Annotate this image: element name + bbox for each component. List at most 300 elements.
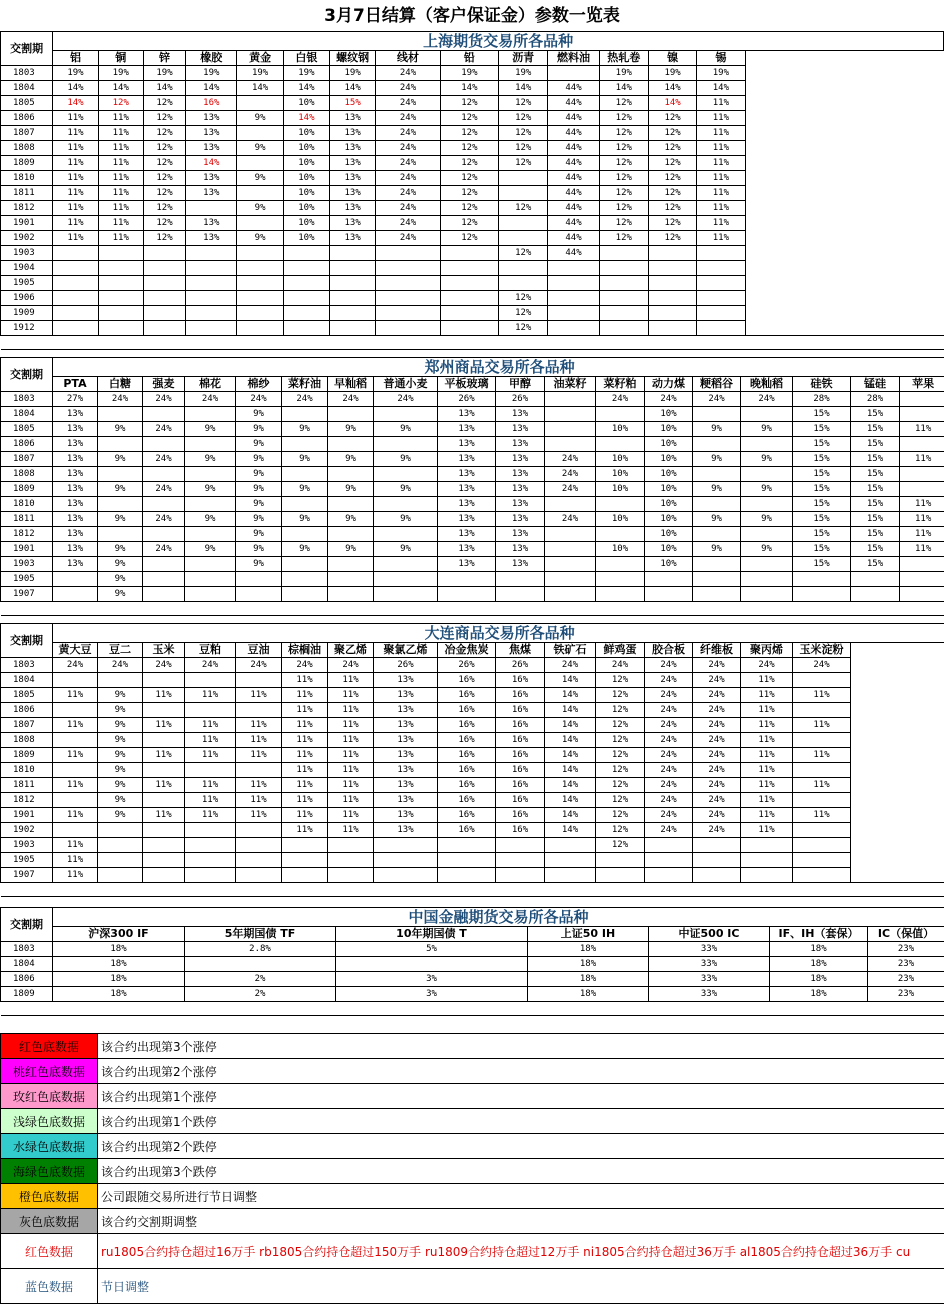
margin-cell: 14% (545, 673, 596, 688)
margin-cell: 12% (596, 823, 645, 838)
margin-cell: 33% (649, 972, 770, 987)
margin-cell: 11% (53, 141, 98, 156)
margin-cell: 11% (328, 688, 374, 703)
delivery-month: 1804 (1, 957, 53, 972)
margin-cell (496, 572, 545, 587)
margin-cell: 12% (599, 231, 648, 246)
margin-cell: 11% (53, 186, 98, 201)
margin-cell: 24% (596, 392, 645, 407)
margin-cell: 9% (236, 497, 282, 512)
margin-cell (851, 572, 900, 587)
table-row (1, 467, 944, 482)
margin-cell: 18% (528, 972, 649, 987)
margin-cell: 12% (596, 688, 645, 703)
margin-cell (374, 527, 438, 542)
margin-cell (185, 437, 236, 452)
margin-cell: 12% (499, 306, 548, 321)
margin-cell: 11% (282, 808, 328, 823)
margin-cell: 18% (53, 972, 185, 987)
margin-cell: 9% (98, 718, 143, 733)
margin-cell: 18% (770, 972, 868, 987)
margin-cell: 24% (376, 216, 440, 231)
margin-cell (697, 276, 745, 291)
legend-swatch: 灰色底数据 (1, 1209, 98, 1234)
margin-cell: 14% (186, 81, 237, 96)
margin-cell (645, 587, 693, 602)
margin-cell: 26% (374, 658, 438, 673)
column-header: 线材 (376, 51, 440, 66)
margin-cell: 13% (330, 201, 376, 216)
margin-cell: 9% (185, 422, 236, 437)
margin-cell (143, 733, 185, 748)
margin-cell (98, 467, 143, 482)
margin-cell (596, 557, 645, 572)
margin-cell: 11% (328, 763, 374, 778)
margin-cell: 33% (649, 957, 770, 972)
margin-cell: 12% (440, 156, 498, 171)
column-header: 菜籽粕 (596, 377, 645, 392)
margin-cell: 23% (868, 987, 944, 1002)
margin-cell (330, 321, 376, 336)
margin-cell (438, 853, 496, 868)
margin-cell: 12% (440, 201, 498, 216)
column-header: 聚丙烯 (741, 643, 793, 658)
delivery-month: 1807 (1, 126, 53, 141)
margin-cell: 11% (185, 778, 236, 793)
margin-cell (143, 437, 185, 452)
margin-cell: 13% (496, 482, 545, 497)
margin-cell (545, 868, 596, 883)
margin-cell (328, 587, 374, 602)
margin-cell (53, 733, 98, 748)
margin-cell (900, 407, 944, 422)
margin-cell (599, 321, 648, 336)
margin-cell: 12% (596, 793, 645, 808)
margin-cell: 16% (496, 703, 545, 718)
margin-cell: 15% (793, 437, 851, 452)
margin-cell (237, 216, 283, 231)
margin-cell (793, 838, 851, 853)
margin-cell: 15% (793, 557, 851, 572)
cffex-margin-table (0, 907, 944, 1016)
margin-cell: 13% (374, 718, 438, 733)
column-header: 粳稻谷 (693, 377, 741, 392)
margin-cell (143, 823, 185, 838)
column-header: 白银 (283, 51, 329, 66)
margin-cell: 24% (693, 823, 741, 838)
margin-cell: 10% (283, 96, 329, 111)
delivery-month: 1810 (1, 171, 53, 186)
column-header: 棕榈油 (282, 643, 328, 658)
margin-cell: 15% (793, 512, 851, 527)
table-row (1, 452, 944, 467)
table-row (1, 733, 944, 748)
margin-cell: 14% (545, 763, 596, 778)
margin-cell: 16% (438, 823, 496, 838)
legend-description: 该合约出现第3个跌停 (98, 1159, 944, 1184)
margin-cell: 24% (645, 703, 693, 718)
margin-cell: 12% (599, 111, 648, 126)
delivery-month: 1809 (1, 482, 53, 497)
margin-cell: 9% (693, 452, 741, 467)
column-header: 早籼稻 (328, 377, 374, 392)
legend-description: 该合约交割期调整 (98, 1209, 944, 1234)
margin-cell (438, 572, 496, 587)
margin-cell (237, 321, 283, 336)
margin-cell: 9% (328, 512, 374, 527)
legend-swatch: 水绿色底数据 (1, 1134, 98, 1159)
column-header: 胶合板 (645, 643, 693, 658)
shfe-exchange-name: 上海期货交易所各品种 (53, 32, 944, 51)
column-header: 黄大豆 (53, 643, 98, 658)
margin-cell: 11% (282, 703, 328, 718)
margin-cell (328, 527, 374, 542)
margin-cell: 24% (143, 422, 185, 437)
margin-cell (374, 868, 438, 883)
table-row (1, 392, 944, 407)
margin-cell: 13% (438, 482, 496, 497)
delivery-month: 1803 (1, 942, 53, 957)
delivery-month: 1901 (1, 542, 53, 557)
margin-cell: 11% (328, 733, 374, 748)
margin-cell: 9% (374, 452, 438, 467)
column-header: 焦煤 (496, 643, 545, 658)
delivery-month: 1903 (1, 557, 53, 572)
margin-cell (440, 261, 498, 276)
table-row (1, 748, 944, 763)
margin-cell (98, 437, 143, 452)
margin-cell: 19% (143, 66, 185, 81)
row-label-header: 交割期 (1, 624, 53, 658)
margin-cell: 14% (648, 96, 696, 111)
margin-cell (53, 246, 98, 261)
margin-cell: 33% (649, 987, 770, 1002)
margin-cell: 13% (53, 467, 98, 482)
margin-cell: 14% (545, 748, 596, 763)
margin-cell: 24% (185, 392, 236, 407)
margin-cell (596, 407, 645, 422)
margin-cell: 11% (98, 111, 143, 126)
margin-cell: 13% (496, 452, 545, 467)
margin-cell: 24% (645, 748, 693, 763)
margin-cell (98, 276, 143, 291)
margin-cell (900, 467, 944, 482)
margin-cell: 13% (438, 467, 496, 482)
legend-description: 公司跟随交易所进行节日调整 (98, 1184, 944, 1209)
margin-cell: 12% (499, 321, 548, 336)
table-row (1, 587, 944, 602)
margin-cell (599, 276, 648, 291)
column-header: 镍 (648, 51, 696, 66)
margin-cell (596, 497, 645, 512)
margin-cell: 13% (330, 216, 376, 231)
margin-cell: 11% (741, 793, 793, 808)
margin-cell (185, 467, 236, 482)
margin-cell: 12% (143, 201, 185, 216)
margin-cell: 9% (282, 452, 328, 467)
delivery-month: 1901 (1, 216, 53, 231)
margin-cell: 11% (98, 186, 143, 201)
margin-cell: 10% (645, 542, 693, 557)
margin-cell (693, 572, 741, 587)
table-row (1, 793, 944, 808)
margin-cell: 12% (440, 231, 498, 246)
margin-cell (648, 291, 696, 306)
margin-cell: 18% (770, 942, 868, 957)
margin-cell: 11% (282, 793, 328, 808)
column-header: 10年期国债 T (336, 927, 528, 942)
margin-cell (900, 587, 944, 602)
margin-cell: 9% (693, 422, 741, 437)
delivery-month: 1811 (1, 186, 53, 201)
margin-cell: 16% (438, 688, 496, 703)
margin-cell (376, 291, 440, 306)
column-header: 菜籽油 (282, 377, 328, 392)
margin-cell (185, 673, 236, 688)
margin-cell (328, 437, 374, 452)
table-row (1, 407, 944, 422)
margin-cell (236, 572, 282, 587)
margin-cell (282, 868, 328, 883)
margin-cell (596, 868, 645, 883)
margin-cell (143, 763, 185, 778)
margin-cell (186, 291, 237, 306)
margin-cell: 12% (440, 111, 498, 126)
margin-cell: 24% (545, 482, 596, 497)
margin-cell: 13% (330, 141, 376, 156)
margin-cell (185, 557, 236, 572)
margin-cell: 12% (143, 156, 185, 171)
margin-cell (648, 321, 696, 336)
delivery-month: 1803 (1, 658, 53, 673)
margin-cell (548, 306, 599, 321)
delivery-month: 1805 (1, 688, 53, 703)
margin-cell: 11% (697, 201, 745, 216)
margin-cell: 18% (528, 942, 649, 957)
margin-cell: 13% (186, 231, 237, 246)
legend-swatch: 红色底数据 (1, 1034, 98, 1059)
margin-cell: 2% (185, 987, 336, 1002)
margin-cell: 10% (596, 422, 645, 437)
margin-cell: 13% (53, 437, 98, 452)
margin-cell: 11% (697, 216, 745, 231)
margin-cell: 24% (143, 542, 185, 557)
margin-cell: 14% (545, 688, 596, 703)
margin-cell: 26% (438, 392, 496, 407)
margin-cell: 13% (186, 171, 237, 186)
margin-cell (900, 572, 944, 587)
margin-cell (374, 407, 438, 422)
margin-cell: 14% (545, 823, 596, 838)
margin-cell: 9% (328, 452, 374, 467)
margin-cell: 11% (185, 748, 236, 763)
margin-cell (330, 276, 376, 291)
margin-cell (376, 321, 440, 336)
margin-cell (53, 703, 98, 718)
margin-cell (328, 572, 374, 587)
margin-cell (596, 437, 645, 452)
margin-cell: 11% (741, 778, 793, 793)
margin-cell: 10% (645, 497, 693, 512)
margin-cell: 12% (499, 96, 548, 111)
margin-cell: 11% (793, 778, 851, 793)
margin-cell: 24% (545, 658, 596, 673)
margin-cell: 44% (548, 231, 599, 246)
column-header: 普通小麦 (374, 377, 438, 392)
margin-cell: 12% (596, 733, 645, 748)
column-header: 聚乙烯 (328, 643, 374, 658)
column-header: 豆油 (236, 643, 282, 658)
margin-cell (438, 838, 496, 853)
column-header: 聚氯乙烯 (374, 643, 438, 658)
margin-cell: 18% (53, 957, 185, 972)
margin-cell (548, 276, 599, 291)
margin-cell: 13% (438, 512, 496, 527)
margin-cell: 11% (143, 748, 185, 763)
delivery-month: 1907 (1, 587, 53, 602)
margin-cell: 9% (98, 542, 143, 557)
table-row (1, 482, 944, 497)
margin-cell: 15% (851, 497, 900, 512)
margin-cell (185, 527, 236, 542)
margin-cell (693, 527, 741, 542)
margin-cell (741, 868, 793, 883)
margin-cell: 15% (793, 542, 851, 557)
margin-cell (693, 587, 741, 602)
margin-cell: 9% (282, 482, 328, 497)
margin-cell (143, 407, 185, 422)
margin-cell: 16% (496, 718, 545, 733)
table-row (1, 808, 944, 823)
margin-cell: 13% (496, 437, 545, 452)
margin-cell (545, 422, 596, 437)
margin-cell (53, 673, 98, 688)
margin-cell: 13% (374, 808, 438, 823)
margin-cell (283, 246, 329, 261)
margin-cell: 18% (528, 987, 649, 1002)
margin-cell: 12% (648, 231, 696, 246)
margin-cell: 19% (186, 66, 237, 81)
row-label-header: 交割期 (1, 358, 53, 392)
margin-cell (693, 467, 741, 482)
margin-cell: 24% (143, 482, 185, 497)
margin-cell: 13% (53, 542, 98, 557)
margin-cell (548, 321, 599, 336)
margin-cell (53, 306, 98, 321)
table-row (1, 868, 944, 883)
margin-cell (186, 321, 237, 336)
margin-cell: 13% (330, 231, 376, 246)
margin-cell: 11% (793, 688, 851, 703)
margin-cell: 10% (283, 126, 329, 141)
margin-cell: 12% (499, 291, 548, 306)
column-header: 甲醇 (496, 377, 545, 392)
margin-cell: 9% (741, 512, 793, 527)
margin-cell: 13% (330, 156, 376, 171)
margin-cell: 16% (496, 823, 545, 838)
margin-cell: 9% (98, 512, 143, 527)
margin-cell: 11% (143, 718, 185, 733)
margin-cell (98, 823, 143, 838)
margin-cell: 12% (648, 186, 696, 201)
margin-cell (697, 261, 745, 276)
margin-cell: 10% (596, 467, 645, 482)
margin-cell (237, 276, 283, 291)
margin-cell: 11% (236, 733, 282, 748)
margin-cell: 12% (440, 96, 498, 111)
delivery-month: 1804 (1, 407, 53, 422)
column-header: 橡胶 (186, 51, 237, 66)
margin-cell: 11% (53, 126, 98, 141)
margin-cell: 24% (376, 126, 440, 141)
margin-cell (98, 291, 143, 306)
margin-cell: 13% (53, 527, 98, 542)
margin-cell: 11% (328, 718, 374, 733)
margin-cell (599, 261, 648, 276)
margin-cell: 16% (496, 748, 545, 763)
delivery-month: 1812 (1, 527, 53, 542)
delivery-month: 1803 (1, 392, 53, 407)
margin-cell: 12% (596, 808, 645, 823)
margin-cell (900, 392, 944, 407)
legend-swatch: 红色数据 (1, 1234, 98, 1269)
column-header: 冶金焦炭 (438, 643, 496, 658)
margin-cell: 24% (376, 156, 440, 171)
margin-cell (545, 853, 596, 868)
margin-cell: 14% (186, 156, 237, 171)
margin-cell: 3% (336, 987, 528, 1002)
table-row (1, 527, 944, 542)
margin-cell: 12% (648, 171, 696, 186)
margin-cell: 14% (545, 793, 596, 808)
delivery-month: 1806 (1, 437, 53, 452)
margin-cell: 11% (741, 673, 793, 688)
margin-cell: 13% (438, 542, 496, 557)
margin-cell: 12% (499, 156, 548, 171)
margin-cell: 13% (53, 482, 98, 497)
margin-cell: 24% (143, 512, 185, 527)
margin-cell (328, 497, 374, 512)
column-header: 豆二 (98, 643, 143, 658)
margin-cell (98, 497, 143, 512)
table-row (1, 972, 944, 987)
margin-cell: 9% (236, 407, 282, 422)
margin-cell: 16% (438, 793, 496, 808)
column-header: 铅 (440, 51, 498, 66)
margin-cell: 11% (697, 141, 745, 156)
margin-cell: 12% (440, 216, 498, 231)
margin-cell: 2% (185, 972, 336, 987)
margin-cell: 44% (548, 96, 599, 111)
delivery-month: 1803 (1, 66, 53, 81)
margin-cell: 24% (376, 96, 440, 111)
margin-cell: 19% (697, 66, 745, 81)
margin-cell: 24% (645, 808, 693, 823)
margin-cell: 24% (185, 658, 236, 673)
margin-cell: 15% (851, 527, 900, 542)
row-label-header: 交割期 (1, 32, 53, 66)
margin-cell: 9% (741, 422, 793, 437)
margin-cell: 16% (496, 673, 545, 688)
margin-cell: 10% (645, 407, 693, 422)
margin-cell: 12% (499, 201, 548, 216)
margin-cell: 11% (793, 808, 851, 823)
delivery-month: 1808 (1, 467, 53, 482)
margin-cell: 16% (438, 718, 496, 733)
margin-cell (98, 868, 143, 883)
margin-cell: 16% (496, 688, 545, 703)
margin-cell (143, 306, 185, 321)
